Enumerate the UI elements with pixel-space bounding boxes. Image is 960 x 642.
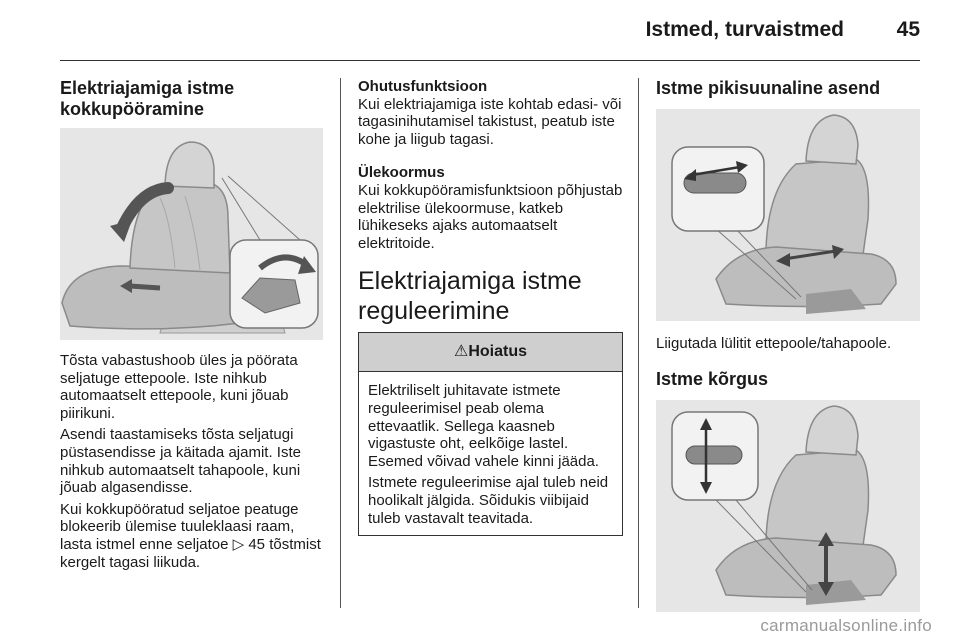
figure-seat-height (656, 400, 920, 612)
fold-paragraph-1: Tõsta vabastushoob üles ja pöörata seljatuge ettepoole. Iste nihkub automaatselt ettepoole, kuni jõuab piirikuni. (60, 352, 298, 422)
longitudinal-caption: Liigutada lülitit ettepoole/tahapoole. (656, 335, 892, 352)
heading-longitudinal: Istme pikisuunaline asend (656, 78, 881, 98)
warning-title: Hoiatus (468, 343, 527, 361)
column-divider-1 (340, 78, 341, 608)
warning-paragraph-1: Elektriliselt juhitavate istmete reguleerimisel peab olema ettevaatlik. Sellega kaasneb vigastuste oht, eelkõige lastel. Esemed võivad vahele kinni jääda. (368, 382, 599, 470)
heading-power-adjust: Elektriajamiga istme reguleerimine (358, 267, 582, 326)
seat-height-illustration (656, 400, 920, 612)
fold-paragraph-3: Kui kokkupööratud seljatoe peatuge blokeerib ülemise tuuleklaasi raam, lasta istmel enne seljatoe ▷ 45 tõstmist kergelt tagasi liikuda. (60, 500, 321, 571)
safety-text: Kui elektriajamiga iste kohtab edasi- või tagasinihutamisel takistust, peatub iste kohe ja liigub tagasi. (358, 95, 622, 148)
section-title: Istmed, turvaistmed (645, 18, 844, 41)
overload-text: Kui kokkupööramisfunktsioon põhjustab elektrilise ülekoormuse, katkeb lühikeseks ajaks automaatselt elektritoide. (358, 181, 623, 252)
warning-triangle-icon: ⚠ (453, 343, 469, 361)
figure-seat-longitudinal (656, 109, 920, 321)
warning-body (359, 372, 622, 535)
column-3 (656, 78, 921, 612)
page-header (60, 18, 920, 48)
fold-paragraph-2: Asendi taastamiseks tõsta seljatugi püstasendisse ja käitada ajamit. Iste nihkub automaatselt tahapoole, kuni jõuab algasendisse. (60, 426, 301, 497)
column-2 (358, 78, 623, 536)
safety-title: Ohutusfunktsioon (358, 78, 488, 95)
heading-fold-seat: Elektriajamiga istme kokkupööramine (60, 78, 235, 119)
page-ref-link[interactable]: 45 (248, 535, 266, 553)
figure-seat-fold (60, 128, 323, 340)
watermark: carmanualsonline.info (760, 616, 932, 635)
warning-box (358, 332, 623, 536)
warning-header (359, 333, 622, 372)
warning-paragraph-2: Istmete reguleerimise ajal tuleb neid hoolikalt jälgida. Sõidukis viibijaid tuleb vastavalt teavitada. (368, 474, 609, 527)
header-rule (60, 60, 920, 61)
page-number: 45 (896, 18, 920, 41)
seat-longitudinal-illustration (656, 109, 920, 321)
page-ref-arrow-icon: ▷ (232, 535, 245, 553)
column-divider-2 (638, 78, 639, 608)
column-1 (60, 78, 325, 571)
overload-title: Ülekoormus (358, 164, 445, 182)
heading-height: Istme kõrgus (656, 368, 769, 389)
seat-fold-illustration (60, 128, 323, 340)
